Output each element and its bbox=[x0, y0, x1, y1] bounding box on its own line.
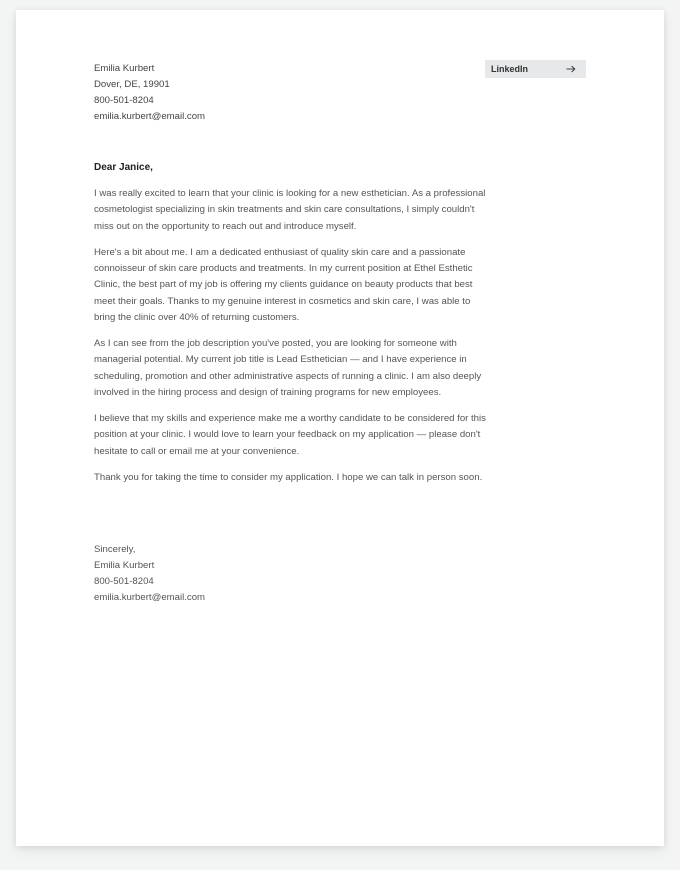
linkedin-label: LinkedIn bbox=[491, 64, 529, 74]
letter-page bbox=[16, 10, 664, 846]
letter-greeting: Dear Janice, bbox=[94, 162, 153, 173]
closing-sign-off: Sincerely, bbox=[94, 544, 136, 555]
sender-phone: 800-501-8204 bbox=[94, 95, 154, 106]
letter-paragraph: I believe that my skills and experience make me a worthy candidate to be considered for this position at your clinic. I would love to learn your feedback on my application — please don't hesitate to call or email me at your convenience. bbox=[94, 413, 486, 457]
sender-name: Emilia Kurbert bbox=[94, 63, 155, 74]
sender-email: emilia.kurbert@email.com bbox=[94, 111, 206, 122]
letter-paragraph: As I can see from the job description you've posted, you are looking for someone with managerial potential. My current job title is Lead Esthetician — and I have experience in scheduling, promotion and other administrative aspects of running a clinic. I am also deeply involved in the hiring process and design of training programs for new employees. bbox=[94, 338, 482, 398]
closing-name: Emilia Kurbert bbox=[94, 560, 155, 571]
sender-contact-block bbox=[94, 61, 205, 125]
closing-email: emilia.kurbert@email.com bbox=[94, 592, 206, 603]
letter-body bbox=[94, 186, 489, 496]
letter-paragraph: Here's a bit about me. I am a dedicated enthusiast of quality skin care and a passionate connoisseur of skin care products and treatments. In my current position at Ethel Esthetic Clinic, the best part of my job is offering my clients guidance on beauty products that best meet their goals. Thanks to my genuine interest in cosmetics and skin care, I was able to bring the clinic over 40% of returning customers. bbox=[94, 246, 473, 323]
arrow-right-icon bbox=[566, 65, 576, 73]
linkedin-link-button[interactable] bbox=[485, 60, 586, 78]
letter-closing bbox=[94, 542, 205, 606]
letter-paragraph: I was really excited to learn that your clinic is looking for a new esthetician. As a professional cosmetologist specializing in skin treatments and skin care consultations, I simply couldn't miss out on the opportunity to reach out and introduce myself. bbox=[94, 188, 486, 232]
sender-address: Dover, DE, 19901 bbox=[94, 79, 170, 90]
letter-paragraph: Thank you for taking the time to consider my application. I hope we can talk in person soon. bbox=[94, 471, 483, 483]
closing-phone: 800-501-8204 bbox=[94, 576, 154, 587]
